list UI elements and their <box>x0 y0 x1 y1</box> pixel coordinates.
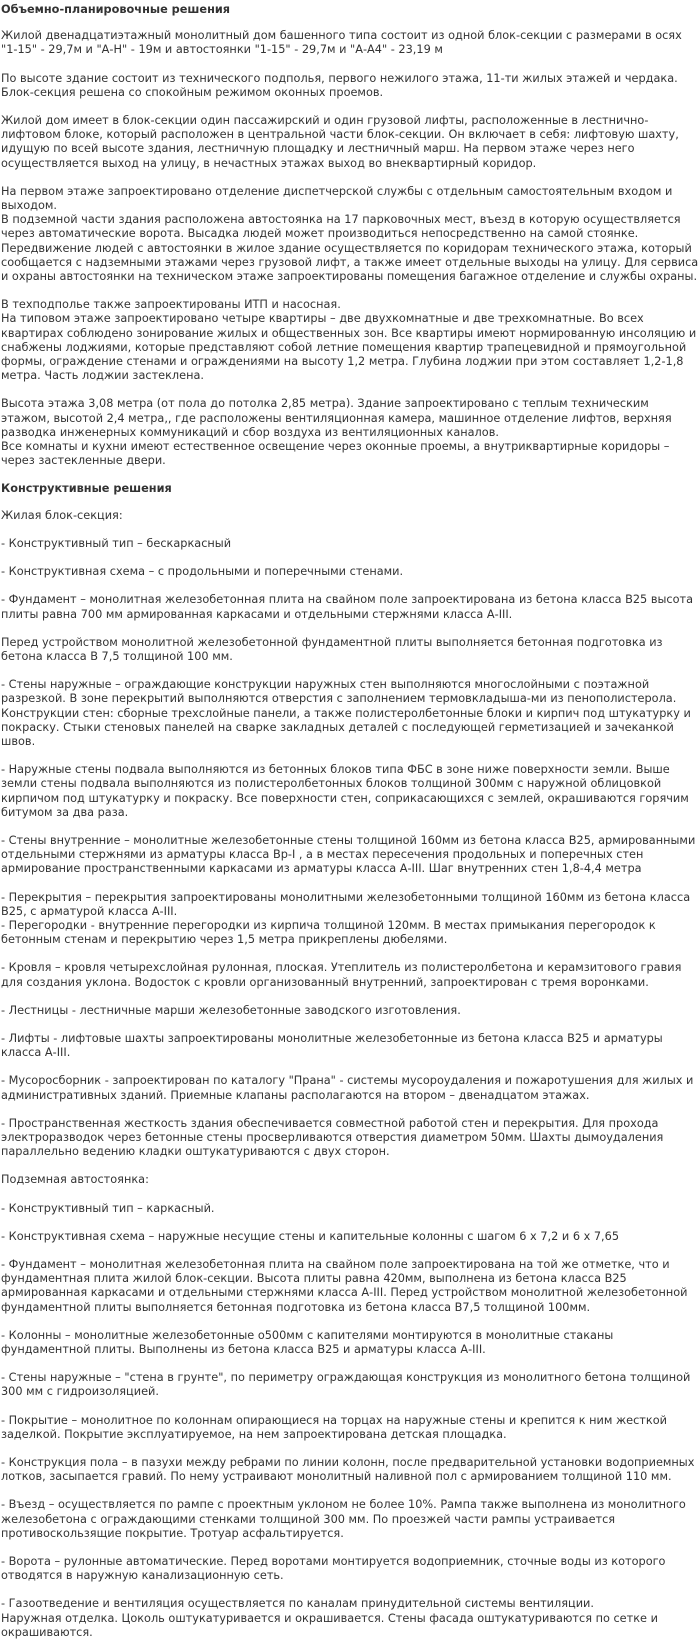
paragraph-covering: - Покрытие – монолитное по колоннам опирающиеся на торцах на наружные стены и крепится к ним жесткой заделкой. Покрытие эксплуатируемое, на нем запроектирована детская площадка. <box>1 1413 667 1441</box>
paragraph-floor-construction: - Конструкция пола – в пазухи между ребрами по линии колонн, после предварительной установки водоприемных лотков, засыпается гравий. По нему устраивают монолитный наливной пол с армированием толщиной 110 мм. <box>1 1456 695 1484</box>
paragraph-entrance-ramp: - Въезд – осуществляется по рампе с проектным уклоном не более 10%. Рампа также выполнена из монолитного железобетона с ограждающими стенками толщиной 300 мм. По проезжей части рампы устраивается противоскользящие покрытие. Тротуар асфальтируется. <box>1 1498 686 1540</box>
paragraph-garbage-chute: - Мусоросборник - запроектирован по каталогу "Прана" - системы мусороудаления и пожаротушения для жилых и административных зданий. Приемные клапаны располагаются на втором – двенадцатом этажах. <box>1 1074 694 1102</box>
paragraph-foundation: - Фундамент – монолитная железобетонная плита на свайном поле запроектирована из бетона класса В25 высота плиты равна 700 мм армированная каркасами и отдельными стержнями класса А-III. <box>1 593 694 621</box>
paragraph-structural-type: - Конструктивный тип – бескаркасный <box>1 536 232 550</box>
paragraph-gates: - Ворота – рулонные автоматические. Перед воротами монтируется водоприемник, сточные воды из которого отводятся в наружную канализационную сеть. <box>1 1555 666 1583</box>
paragraph-columns: - Колонны – монолитные железобетонные о500мм с капителями монтируются в монолитные стаканы фундаментной плиты. Выполнены из бетона класса В25 и арматуры класса А-III. <box>1 1328 614 1357</box>
paragraph-dimensions: Жилой двенадцатиэтажный монолитный дом башенного типа состоит из одной блок-секции с размерами в осях "1-15" - 29,7м и "А-Н" - 19м и автостоянки "1-15" - 29,7м и "А-А4" - 23,19 м <box>1 29 682 57</box>
heading-structural-solutions: Конструктивные решения <box>1 482 172 496</box>
paragraph-dispatch: На первом этаже запроектировано отделение диспетчерской службы с отдельным самостоятельным входом и выходом. <box>1 184 673 213</box>
paragraph-parking-structural-scheme: - Конструктивная схема – наружные несущие стены и капительные колонны с шагом 6 х 7,2 и 6 х 7,65 <box>1 1229 620 1243</box>
paragraph-technical-basement: В техподполье также запроектированы ИТП и насосная. <box>1 298 341 312</box>
paragraph-partitions: - Перегородки - внутренние перегородки из кирпича толщиной 120мм. В местах примыкания перегородок к бетонным стенам и перекрытию через 1,5 метра прикреплены дюбелями. <box>1 918 656 947</box>
paragraph-floor-height: Высота этажа 3,08 метра (от пола до потолка 2,85 метра). Здание запроектировано с теплым техническим этажом, высотой 2,4 метра,, где расположены вентиляционная камера, машинное отделение лифтов, верхняя разводка инженерных коммуникаций и сбор воздуха из вентиляционных каналов. <box>1 397 672 439</box>
heading-planning-solutions: Объемно-планировочные решения <box>1 3 231 16</box>
paragraph-slabs: - Перекрытия – перекрытия запроектированы монолитными железобетонными толщиной 160мм из бетона класса В25, с арматурой класса А-III. <box>1 890 691 918</box>
paragraph-lift-shafts: - Лифты - лифтовые шахты запроектированы монолитные железобетонные из бетона класса В25 и арматуры класса А-III. <box>1 1031 663 1060</box>
paragraph-basement-walls: - Наружные стены подвала выполняются из бетонных блоков типа ФБС в зоне ниже поверхности земли. Выше земли стены подвала выполняются из полистеролбетонных блоков толщиной 300мм с наружной облицовкой кирпичом под штукатурку и покраску. Все поверхности стен, соприкасающихся с землей, окрашиваются горячим битумом за два раза. <box>1 763 689 819</box>
paragraph-external-walls: - Стены наружные – ограждающие конструкции наружных стен выполняются многослойными с поэтажной разрезкой. В зоне перекрытий выполняются отверстия с заполнением термовкладыша-ми из пенополистерола. Конструкции стен: сборные трехслойные панели, а также полистеролбетонные блоки и кирпич под штукатурку и покраску. Стыки стеновых панелей на сварке закладных деталей с последующей герметизацией и зачеканкой швов. <box>1 678 691 748</box>
paragraph-rigidity: - Пространственная жесткость здания обеспечивается совместной работой стен и перекрытия. Для прохода электроразводок через бетонные стены просверливаются отверстия диаметром 50мм. Шахты дымоудаления параллельно ведению кладки оштукатуриваются с двух сторон. <box>1 1116 664 1159</box>
paragraph-parking-foundation: - Фундамент – монолитная железобетонная плита на свайном поле запроектирована на той же отметке, что и фундаментная плита жилой блок-секции. Высота плиты равна 420мм, выполнена из бетона класса В25 армированная каркасами и отдельными стержнями класса А-III. Перед устройством монолитной железобетонной фундаментной плиты выполняется бетонная подготовка из бетона класса В7,5 толщиной 100мм. <box>1 1258 688 1314</box>
paragraph-lifts: Жилой дом имеет в блок-секции один пассажирский и один грузовой лифты, расположенные в лестнично-лифтовом блоке, который расположен в центральной части блок-секции. Он включает в себя: лифтовую шахту, идущую по всей высоте здания, лестничную площадку и лестничный марш. На первом этаже через него осуществляется выход на улицу, в нечастных этажах выход во внеквартирный коридор. <box>1 114 679 170</box>
paragraph-stairs: - Лестницы - лестничные марши железобетонные заводского изготовления. <box>1 1003 461 1017</box>
paragraph-typical-floor: На типовом этаже запроектировано четыре квартиры – две двухкомнатные и две трехкомнатные. Во всех квартирах соблюдено зонирование жилых и общественных зон. Все квартиры имеют нормированную инсоляцию и снабжены лоджиями, которые представляют собой летние помещения квартир трапецевидной и прямоугольной формы, ограждение стенами и ограждениями на высоту 1,2 метра. Глубина лоджии при этом составляет 1,2-1,8 метра. Часть лоджии застеклена. <box>1 312 697 383</box>
paragraph-residential-block: Жилая блок-секция: <box>1 508 123 522</box>
paragraph-height-composition: По высоте здание состоит из технического подполья, первого нежилого этажа, 11-ти жилых этажей и чердака. Блок-секция решена со спокойным режимом оконных проемов. <box>1 71 678 99</box>
paragraph-ventilation: - Газоотведение и вентиляция осуществляется по каналам принудительной системы вентиляции. <box>1 1597 594 1611</box>
paragraph-parking-walls: - Стены наружные – "стена в грунте", по периметру ограждающая конструкция из монолитного бетона толщиной 300 мм с гидроизоляцией. <box>1 1371 691 1399</box>
paragraph-exterior-finish: Наружная отделка. Цоколь оштукатуривается и окрашивается. Стены фасада оштукатуриваются по сетке и окрашиваются. <box>1 1611 658 1639</box>
paragraph-roof: - Кровля – кровля четырехслойная рулонная, плоская. Утеплитель из полистеролбетона и керамзитового гравия для создания уклона. Водосток с кровли организованный внутренний, запроектирован с тремя воронками. <box>1 961 682 989</box>
paragraph-internal-walls: - Стены внутренние – монолитные железобетонные стены толщиной 160мм из бетона класса В25, армированными отдельными стержнями из арматуры класса Вр-I , а в местах пересечения продольных и поперечных стен армирование пространственными каркасами из арматуры класса А-III. Шаг внутренних стен 1,8-4,4 метра <box>1 833 696 876</box>
paragraph-structural-scheme: - Конструктивная схема – с продольными и поперечными стенами. <box>1 565 404 579</box>
paragraph-parking: В подземной части здания расположена автостоянка на 17 парковочных мест, въезд в которую осуществляется через автоматические ворота. Высадка людей может производиться непосредственно на самой стоянке. Передвижение людей с автостоянки в жилое здание осуществляется по коридорам технического этажа, который сообщается с надземными этажами через грузовой лифт, а также имеет отдельные выходы на улицу. Для сервиса и охраны автостоянки на техническом этаже запроектированы помещения багажное отделение и службы охраны. <box>1 213 699 284</box>
paragraph-underground-parking: Подземная автостоянка: <box>1 1173 149 1187</box>
paragraph-lighting: Все комнаты и кухни имеют естественное освещение через оконные проемы, а внутриквартирные коридоры – через застекленные двери. <box>1 440 670 468</box>
paragraph-foundation-prep: Перед устройством монолитной железобетонной фундаментной плиты выполняется бетонная подготовка из бетона класса В 7,5 толщиной 100 мм. <box>1 635 663 663</box>
paragraph-parking-structural-type: - Конструктивный тип – каркасный. <box>1 1201 215 1215</box>
